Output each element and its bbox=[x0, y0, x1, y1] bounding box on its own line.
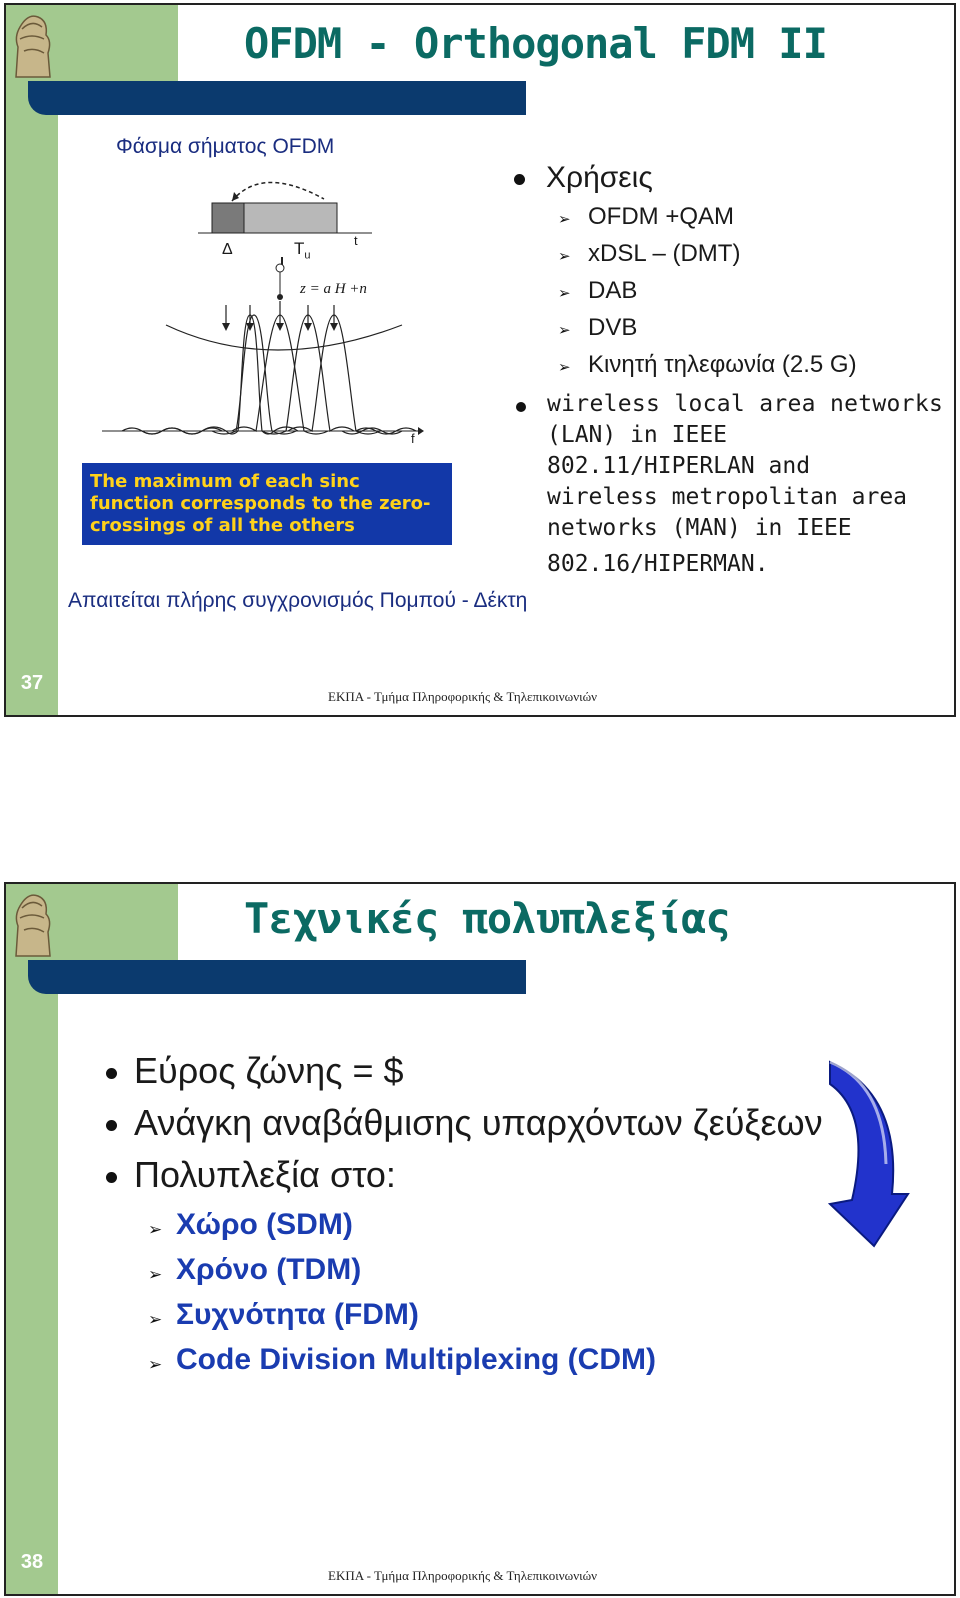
bullet-icon bbox=[514, 174, 525, 185]
arrow-bullet-icon: ➢ bbox=[558, 322, 571, 339]
wireless-line-3: 802.11/HIPERLAN and bbox=[547, 453, 811, 479]
slide-title: Τεχνικές πολυπλεξίας bbox=[244, 894, 730, 943]
arrow-bullet-icon: ➢ bbox=[148, 1220, 163, 1239]
ofdm-spectrum-figure bbox=[102, 165, 432, 461]
equation-label: z = a H +n bbox=[300, 281, 367, 297]
sub-cdm: Code Division Multiplexing (CDM) bbox=[176, 1343, 656, 1376]
slide-title: OFDM - Orthogonal FDM II bbox=[244, 19, 827, 68]
wireless-line-5: networks (MAN) in IEEE bbox=[547, 515, 852, 541]
footer-text: ΕΚΠΑ - Τμήμα Πληροφορικής & Τηλεπικοινωνιών bbox=[328, 689, 598, 704]
slide-38 bbox=[4, 882, 956, 1596]
wireless-line-4: wireless metropolitan area bbox=[547, 484, 908, 510]
arrow-bullet-icon: ➢ bbox=[558, 211, 571, 228]
sinc-note-box bbox=[82, 463, 452, 545]
title-underline-bar bbox=[28, 81, 526, 115]
delta-label: Δ bbox=[222, 241, 233, 258]
sinc-note-line-3: crossings of all the others bbox=[90, 515, 355, 536]
sub-tdm: Χρόνο (TDM) bbox=[176, 1253, 362, 1286]
sub-sdm: Χώρο (SDM) bbox=[176, 1208, 353, 1241]
frequency-label: f bbox=[411, 431, 415, 446]
use-item: OFDM +QAM bbox=[588, 203, 735, 230]
use-item: Κινητή τηλεφωνία (2.5 G) bbox=[588, 351, 857, 378]
spectrum-caption: Φάσμα σήματος OFDM bbox=[116, 135, 335, 158]
bullet-icon bbox=[106, 1068, 117, 1079]
bullet-icon bbox=[516, 402, 526, 412]
wireless-line-6: 802.16/HIPERMAN. bbox=[547, 551, 769, 577]
bullet-icon bbox=[106, 1120, 117, 1131]
arrow-bullet-icon: ➢ bbox=[148, 1310, 163, 1329]
slide-number: 37 bbox=[20, 672, 44, 694]
use-item: xDSL – (DMT) bbox=[588, 240, 741, 267]
arrow-bullet-icon: ➢ bbox=[558, 359, 571, 376]
wireless-line-1: wireless local area networks bbox=[547, 391, 944, 417]
bullet-icon bbox=[106, 1172, 117, 1183]
arrow-bullet-icon: ➢ bbox=[148, 1265, 163, 1284]
sinc-note-line-2: function corresponds to the zero- bbox=[90, 493, 431, 514]
curved-arrow-icon bbox=[824, 1054, 914, 1250]
arrow-bullet-icon: ➢ bbox=[148, 1355, 163, 1374]
slide-37 bbox=[4, 3, 956, 717]
sinc-note-line-1: The maximum of each sinc bbox=[90, 471, 360, 492]
bullet-upgrade: Ανάγκη αναβάθμισης υπαρχόντων ζεύξεων bbox=[134, 1102, 823, 1143]
arrow-bullet-icon: ➢ bbox=[558, 285, 571, 302]
use-item: DAB bbox=[588, 277, 638, 304]
title-underline-bar bbox=[28, 960, 526, 994]
use-item: DVB bbox=[588, 314, 638, 341]
wireless-line-2: (LAN) in IEEE bbox=[547, 422, 728, 448]
footer-text: ΕΚΠΑ - Τμήμα Πληροφορικής & Τηλεπικοινωνιών bbox=[328, 1568, 598, 1583]
time-label: t bbox=[354, 233, 358, 248]
bullet-multiplexing: Πολυπλεξία στο: bbox=[134, 1154, 396, 1195]
bullet-bandwidth: Εύρος ζώνης = $ bbox=[134, 1050, 404, 1091]
sync-caption: Απαιτείται πλήρης συγχρονισμός Πομπού - Δέκτη bbox=[68, 589, 528, 612]
university-logo-icon bbox=[8, 886, 56, 960]
slide-number: 38 bbox=[20, 1551, 44, 1573]
university-logo-icon bbox=[8, 7, 56, 81]
arrow-bullet-icon: ➢ bbox=[558, 248, 571, 265]
sub-fdm: Συχνότητα (FDM) bbox=[176, 1298, 419, 1331]
uses-heading: Χρήσεις bbox=[546, 161, 653, 194]
tu-label: $T_u$ bbox=[294, 239, 311, 262]
